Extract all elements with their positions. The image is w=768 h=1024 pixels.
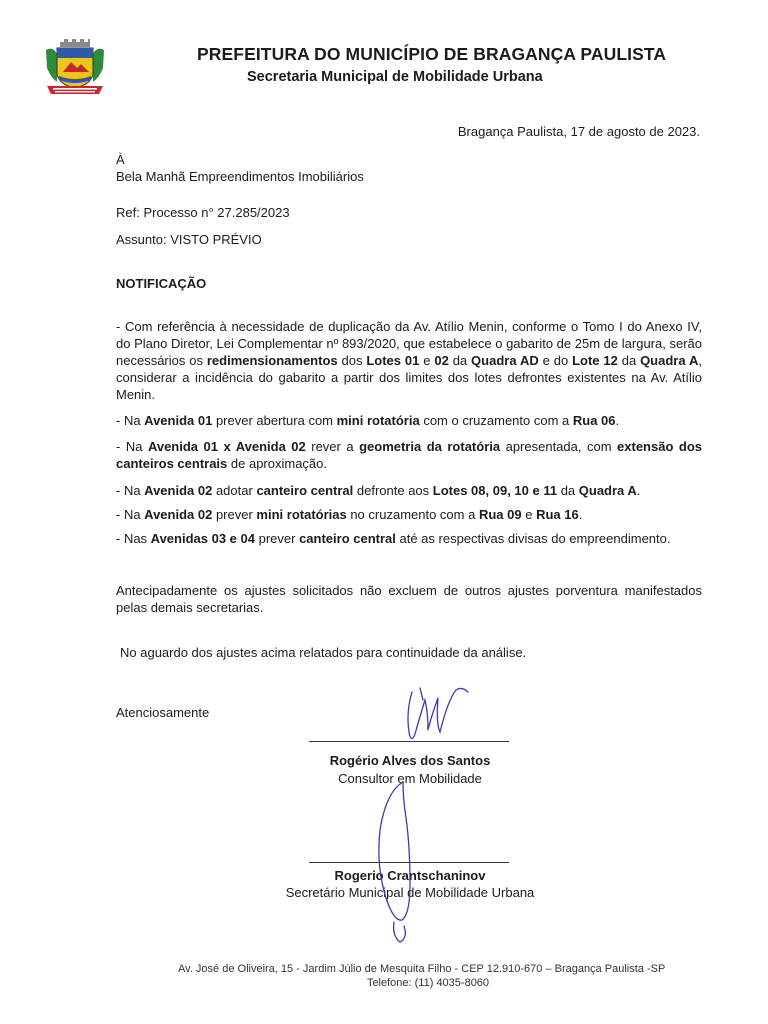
requirement-item: - Na Avenida 02 prever mini rotatórias no cruzamento com a Rua 09 e Rua 16. [116,507,583,522]
closing-paragraph: Antecipadamente os ajustes solicitados não excluem de outros ajustes porventura manifestados pelas demais secretarias. [116,583,702,615]
signature-line [309,741,509,742]
requirement-item: - Na Avenida 02 adotar canteiro central defronte aos Lotes 08, 09, 10 e 11 da Quadra A. [116,483,641,498]
recipient: Bela Manhã Empreendimentos Imobiliários [116,169,364,184]
requirement-item: - Na Avenida 01 x Avenida 02 rever a geometria da rotatória apresentada, com extensão dos canteiros centrais de aproximação. [116,439,702,471]
signatory-name: Rogério Alves dos Santos [329,753,491,768]
requirement-item: - Na Avenida 01 prever abertura com mini rotatória com o cruzamento com a Rua 06. [116,413,620,428]
signatory-name: Rogerio Crantschaninov [334,868,486,883]
municipality-title: PREFEITURA DO MUNICÍPIO DE BRAGANÇA PAULISTA [197,44,667,64]
salutation: À [116,152,125,167]
process-reference: Ref: Processo n° 27.285/2023 [116,205,290,220]
signatory-role: Secretário Municipal de Mobilidade Urbana [285,885,535,900]
awaiting-note: No aguardo dos ajustes acima relatados para continuidade da análise. [120,645,527,660]
letter-date: Bragança Paulista, 17 de agosto de 2023. [457,124,700,139]
signatory-role: Consultor em Mobilidade [338,771,482,786]
footer-phone: Telefone: (11) 4035-8060 [366,977,490,989]
subject-line: Assunto: VISTO PRÉVIO [116,232,262,247]
requirement-item: - Nas Avenidas 03 e 04 prever canteiro central até as respectivas divisas do empreendimento. [116,531,671,546]
signature-line [309,862,509,863]
footer-address: Av. José de Oliveira, 15 - Jardim Júlio de Mesquita Filho - CEP 12.910-670 – Bragança Paulista -SP [178,963,666,975]
municipal-coat-of-arms [43,38,107,100]
requirement-item: - Com referência à necessidade de duplicação da Av. Atílio Menin, conforme o Tomo I do Anexo IV, do Plano Diretor, Lei Complementar nº 893/2020, que estabelece o gabarito de 25m de largura, serão necessários os redimensionamentos dos Lotes 01 e 02 da Quadra AD e do Lote 12 da Quadra A, considerar a incidência do gabarito a partir dos limites dos lotes defrontes existentes na Av. Atílio Menin. [116,319,702,402]
secretariat-subtitle: Secretaria Municipal de Mobilidade Urbana [247,69,543,85]
notification-heading: NOTIFICAÇÃO [116,276,207,291]
regards: Atenciosamente [116,705,210,720]
